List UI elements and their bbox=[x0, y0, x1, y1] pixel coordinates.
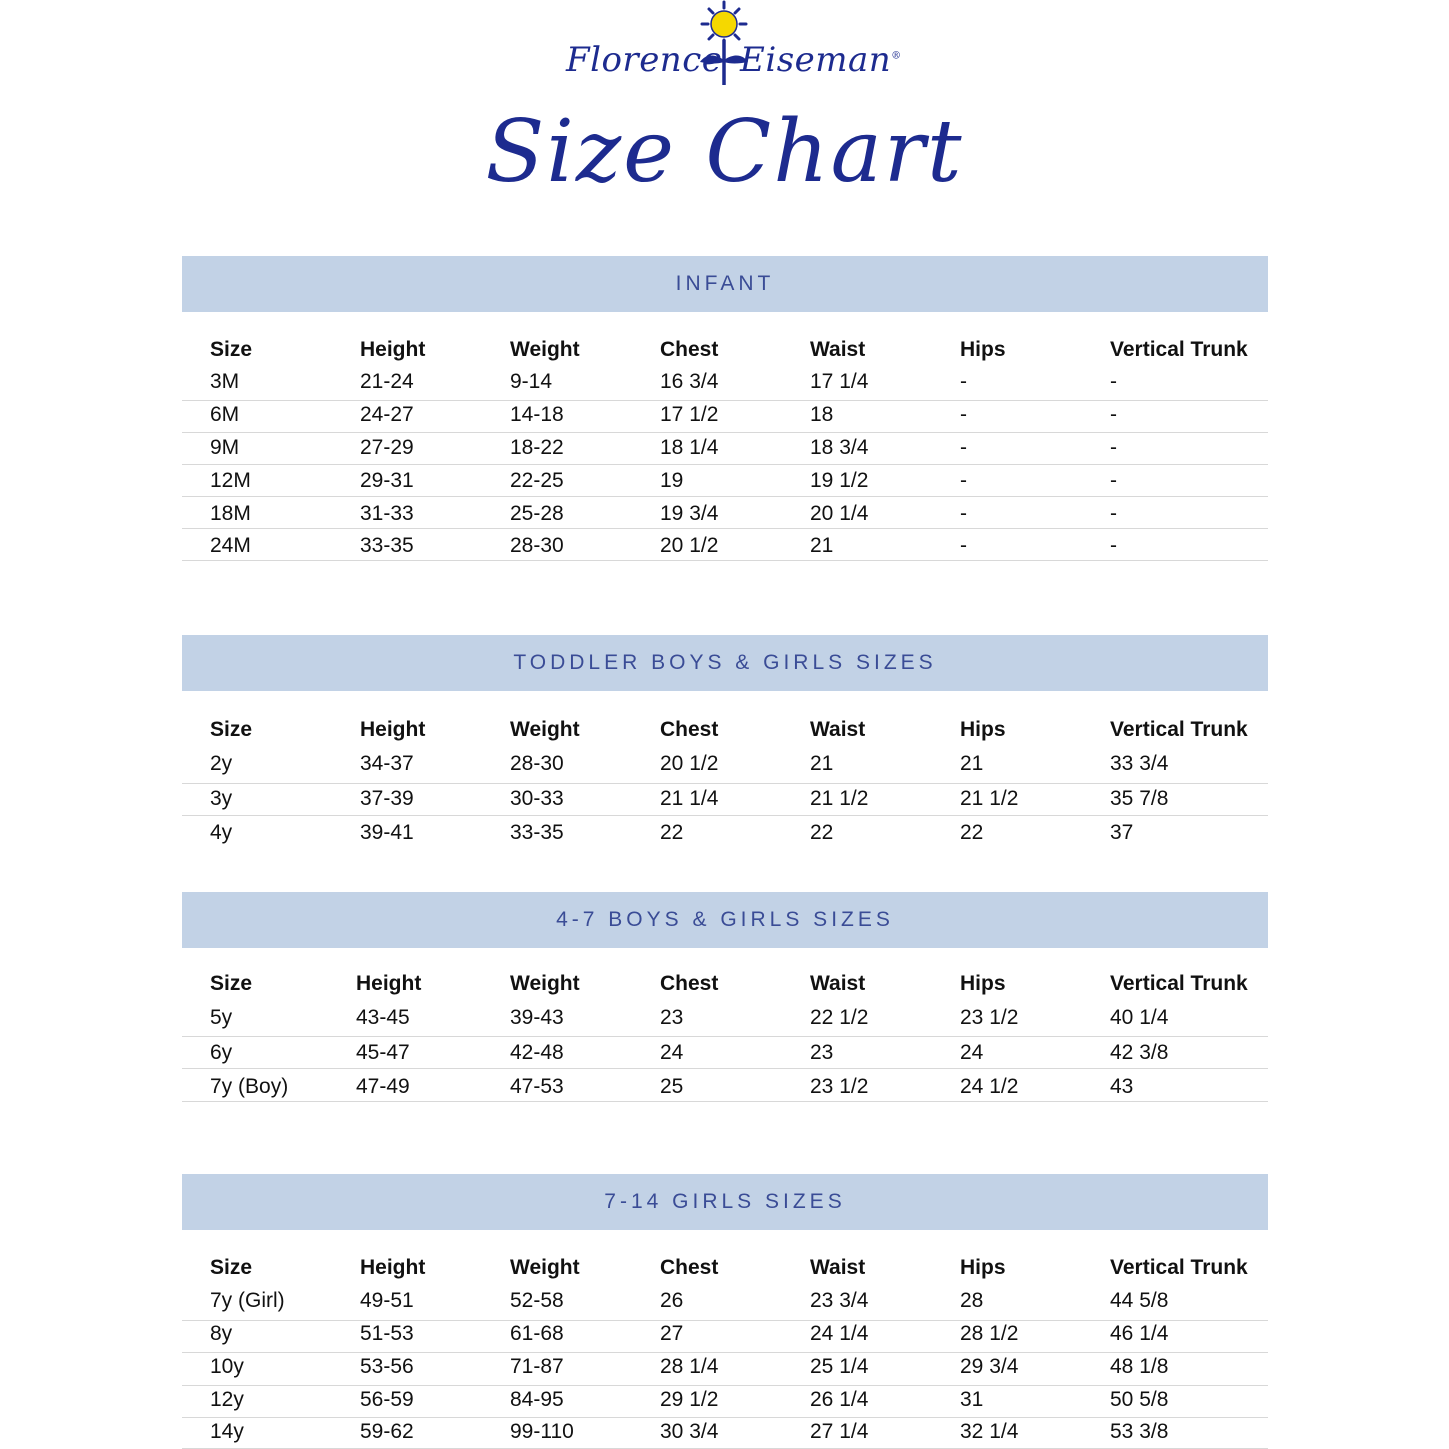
row-divider bbox=[182, 432, 1268, 433]
table-cell: 14y bbox=[210, 1420, 244, 1443]
table-cell: 47-49 bbox=[356, 1075, 410, 1098]
table-cell: - bbox=[1110, 502, 1117, 525]
row-divider bbox=[182, 528, 1268, 529]
column-header: Vertical Trunk bbox=[1110, 338, 1248, 361]
row-divider bbox=[182, 1320, 1268, 1321]
table-cell: 42-48 bbox=[510, 1041, 564, 1064]
table-cell: 12y bbox=[210, 1388, 244, 1411]
table-cell: 7y (Girl) bbox=[210, 1289, 285, 1312]
table-cell: 23 1/2 bbox=[960, 1006, 1019, 1029]
table-cell: 24M bbox=[210, 534, 251, 557]
table-cell: 18 1/4 bbox=[660, 436, 719, 459]
row-divider bbox=[182, 496, 1268, 497]
table-cell: 47-53 bbox=[510, 1075, 564, 1098]
table-cell: 34-37 bbox=[360, 752, 414, 775]
table-cell: 16 3/4 bbox=[660, 370, 719, 393]
column-header: Weight bbox=[510, 718, 580, 741]
table-cell: 17 1/4 bbox=[810, 370, 869, 393]
table-cell: 44 5/8 bbox=[1110, 1289, 1169, 1312]
table-cell: 21-24 bbox=[360, 370, 414, 393]
column-header: Vertical Trunk bbox=[1110, 1256, 1248, 1279]
section-title-band: 4-7 BOYS & GIRLS SIZES bbox=[182, 892, 1268, 948]
column-header: Size bbox=[210, 338, 253, 361]
table-cell: - bbox=[960, 436, 967, 459]
table-cell: 22 1/2 bbox=[810, 1006, 869, 1029]
column-header: Waist bbox=[810, 972, 866, 995]
column-header: Chest bbox=[660, 338, 719, 361]
column-header: Hips bbox=[960, 1256, 1006, 1279]
table-cell: 59-62 bbox=[360, 1420, 414, 1443]
row-divider bbox=[182, 400, 1268, 401]
table-cell: - bbox=[960, 403, 967, 426]
table-cell: 22 bbox=[660, 821, 684, 844]
table-cell: 28-30 bbox=[510, 534, 564, 557]
table-cell: 39-43 bbox=[510, 1006, 564, 1029]
column-header: Vertical Trunk bbox=[1110, 972, 1248, 995]
column-header: Size bbox=[210, 718, 253, 741]
table-cell: - bbox=[1110, 403, 1117, 426]
table-cell: 52-58 bbox=[510, 1289, 564, 1312]
column-header: Height bbox=[360, 718, 426, 741]
table-cell: 25 1/4 bbox=[810, 1355, 869, 1378]
row-divider bbox=[182, 1036, 1268, 1037]
row-divider bbox=[182, 1385, 1268, 1386]
column-header: Weight bbox=[510, 972, 580, 995]
table-cell: 37-39 bbox=[360, 787, 414, 810]
table-cell: 56-59 bbox=[360, 1388, 414, 1411]
table-cell: - bbox=[1110, 436, 1117, 459]
table-cell: 20 1/4 bbox=[810, 502, 869, 525]
brand-name-right bbox=[740, 40, 902, 80]
column-header: Height bbox=[356, 972, 422, 995]
table-cell: 61-68 bbox=[510, 1322, 564, 1345]
table-cell: 25 bbox=[660, 1075, 684, 1098]
table-cell: 9-14 bbox=[510, 370, 553, 393]
table-cell: 7y (Boy) bbox=[210, 1075, 289, 1098]
table-cell: 39-41 bbox=[360, 821, 414, 844]
table-cell: 29 1/2 bbox=[660, 1388, 719, 1411]
table-cell: 20 1/2 bbox=[660, 752, 719, 775]
table-cell: 28 1/2 bbox=[960, 1322, 1019, 1345]
column-header: Chest bbox=[660, 972, 719, 995]
table-cell: 33 3/4 bbox=[1110, 752, 1169, 775]
table-cell: 17 1/2 bbox=[660, 403, 719, 426]
table-cell: 40 1/4 bbox=[1110, 1006, 1169, 1029]
table-cell: 19 3/4 bbox=[660, 502, 719, 525]
table-cell: 2y bbox=[210, 752, 233, 775]
brand-name-right-text: Eiseman bbox=[740, 40, 892, 80]
section-title-band: TODDLER BOYS & GIRLS SIZES bbox=[182, 635, 1268, 691]
table-cell: 23 3/4 bbox=[810, 1289, 869, 1312]
column-header: Chest bbox=[660, 1256, 719, 1279]
table-cell: 28 1/4 bbox=[660, 1355, 719, 1378]
table-cell: 46 1/4 bbox=[1110, 1322, 1169, 1345]
table-cell: 24-27 bbox=[360, 403, 414, 426]
table-cell: 3M bbox=[210, 370, 240, 393]
column-header: Chest bbox=[660, 718, 719, 741]
table-cell: 3y bbox=[210, 787, 233, 810]
table-cell: 53 3/8 bbox=[1110, 1420, 1169, 1443]
column-header: Waist bbox=[810, 718, 866, 741]
table-cell: - bbox=[960, 534, 967, 557]
table-cell: 30-33 bbox=[510, 787, 564, 810]
table-cell: 8y bbox=[210, 1322, 233, 1345]
column-header: Size bbox=[210, 1256, 253, 1279]
table-cell: 24 bbox=[660, 1041, 684, 1064]
table-cell: 24 bbox=[960, 1041, 984, 1064]
table-cell: 84-95 bbox=[510, 1388, 564, 1411]
column-header: Size bbox=[210, 972, 253, 995]
table-cell: 51-53 bbox=[360, 1322, 414, 1345]
table-cell: 99-110 bbox=[510, 1420, 574, 1443]
column-header: Height bbox=[360, 338, 426, 361]
column-header: Waist bbox=[810, 338, 866, 361]
table-cell: 24 1/4 bbox=[810, 1322, 869, 1345]
table-cell: 49-51 bbox=[360, 1289, 414, 1312]
table-cell: - bbox=[960, 469, 967, 492]
table-cell: 26 1/4 bbox=[810, 1388, 869, 1411]
row-divider bbox=[182, 560, 1268, 561]
table-cell: 4y bbox=[210, 821, 233, 844]
table-cell: 43 bbox=[1110, 1075, 1134, 1098]
table-cell: - bbox=[1110, 370, 1117, 393]
table-cell: 23 1/2 bbox=[810, 1075, 869, 1098]
table-cell: 28 bbox=[960, 1289, 984, 1312]
table-cell: 27-29 bbox=[360, 436, 414, 459]
table-cell: 18 bbox=[810, 403, 834, 426]
table-cell: - bbox=[1110, 469, 1117, 492]
table-cell: 31-33 bbox=[360, 502, 414, 525]
table-cell: 12M bbox=[210, 469, 251, 492]
section-title-band: 7-14 GIRLS SIZES bbox=[182, 1174, 1268, 1230]
table-cell: 33-35 bbox=[360, 534, 414, 557]
table-cell: 29 3/4 bbox=[960, 1355, 1019, 1378]
table-cell: 21 bbox=[960, 752, 984, 775]
table-cell: 10y bbox=[210, 1355, 244, 1378]
table-cell: 5y bbox=[210, 1006, 233, 1029]
column-header: Height bbox=[360, 1256, 426, 1279]
table-cell: 33-35 bbox=[510, 821, 564, 844]
table-cell: 35 7/8 bbox=[1110, 787, 1169, 810]
table-cell: 26 bbox=[660, 1289, 684, 1312]
table-cell: 22 bbox=[810, 821, 834, 844]
row-divider bbox=[182, 1417, 1268, 1418]
table-cell: 18M bbox=[210, 502, 251, 525]
column-header: Weight bbox=[510, 1256, 580, 1279]
table-cell: 22-25 bbox=[510, 469, 564, 492]
table-cell: 71-87 bbox=[510, 1355, 564, 1378]
table-cell: 32 1/4 bbox=[960, 1420, 1019, 1443]
table-cell: 25-28 bbox=[510, 502, 564, 525]
row-divider bbox=[182, 815, 1268, 816]
table-cell: 23 bbox=[810, 1041, 834, 1064]
table-cell: - bbox=[960, 370, 967, 393]
registered-mark: ® bbox=[891, 50, 902, 62]
row-divider bbox=[182, 783, 1268, 784]
column-header: Hips bbox=[960, 338, 1006, 361]
table-cell: 18-22 bbox=[510, 436, 564, 459]
table-cell: 19 bbox=[660, 469, 684, 492]
page-title: Size Chart bbox=[485, 102, 964, 202]
table-cell: 27 bbox=[660, 1322, 684, 1345]
table-cell: - bbox=[1110, 534, 1117, 557]
table-cell: 21 1/2 bbox=[810, 787, 869, 810]
column-header: Hips bbox=[960, 718, 1006, 741]
row-divider bbox=[182, 464, 1268, 465]
column-header: Weight bbox=[510, 338, 580, 361]
table-cell: 18 3/4 bbox=[810, 436, 869, 459]
section-title-band: INFANT bbox=[182, 256, 1268, 312]
table-cell: 21 1/4 bbox=[660, 787, 719, 810]
table-cell: 14-18 bbox=[510, 403, 564, 426]
column-header: Hips bbox=[960, 972, 1006, 995]
table-cell: 20 1/2 bbox=[660, 534, 719, 557]
table-cell: 21 bbox=[810, 534, 834, 557]
table-cell: 19 1/2 bbox=[810, 469, 869, 492]
table-cell: 27 1/4 bbox=[810, 1420, 869, 1443]
column-header: Waist bbox=[810, 1256, 866, 1279]
table-cell: 48 1/8 bbox=[1110, 1355, 1169, 1378]
brand-name-left: Florence bbox=[566, 40, 723, 80]
table-cell: 28-30 bbox=[510, 752, 564, 775]
table-cell: 6y bbox=[210, 1041, 233, 1064]
table-cell: 30 3/4 bbox=[660, 1420, 719, 1443]
row-divider bbox=[182, 1068, 1268, 1069]
table-cell: 42 3/8 bbox=[1110, 1041, 1169, 1064]
table-cell: - bbox=[960, 502, 967, 525]
table-cell: 9M bbox=[210, 436, 240, 459]
table-cell: 6M bbox=[210, 403, 240, 426]
column-header: Vertical Trunk bbox=[1110, 718, 1248, 741]
table-cell: 31 bbox=[960, 1388, 984, 1411]
table-cell: 45-47 bbox=[356, 1041, 410, 1064]
row-divider bbox=[182, 1352, 1268, 1353]
row-divider bbox=[182, 1101, 1268, 1102]
table-cell: 50 5/8 bbox=[1110, 1388, 1169, 1411]
table-cell: 21 bbox=[810, 752, 834, 775]
table-cell: 22 bbox=[960, 821, 984, 844]
table-cell: 29-31 bbox=[360, 469, 414, 492]
table-cell: 21 1/2 bbox=[960, 787, 1019, 810]
table-cell: 23 bbox=[660, 1006, 684, 1029]
table-cell: 43-45 bbox=[356, 1006, 410, 1029]
table-cell: 37 bbox=[1110, 821, 1134, 844]
table-cell: 53-56 bbox=[360, 1355, 414, 1378]
table-cell: 24 1/2 bbox=[960, 1075, 1019, 1098]
